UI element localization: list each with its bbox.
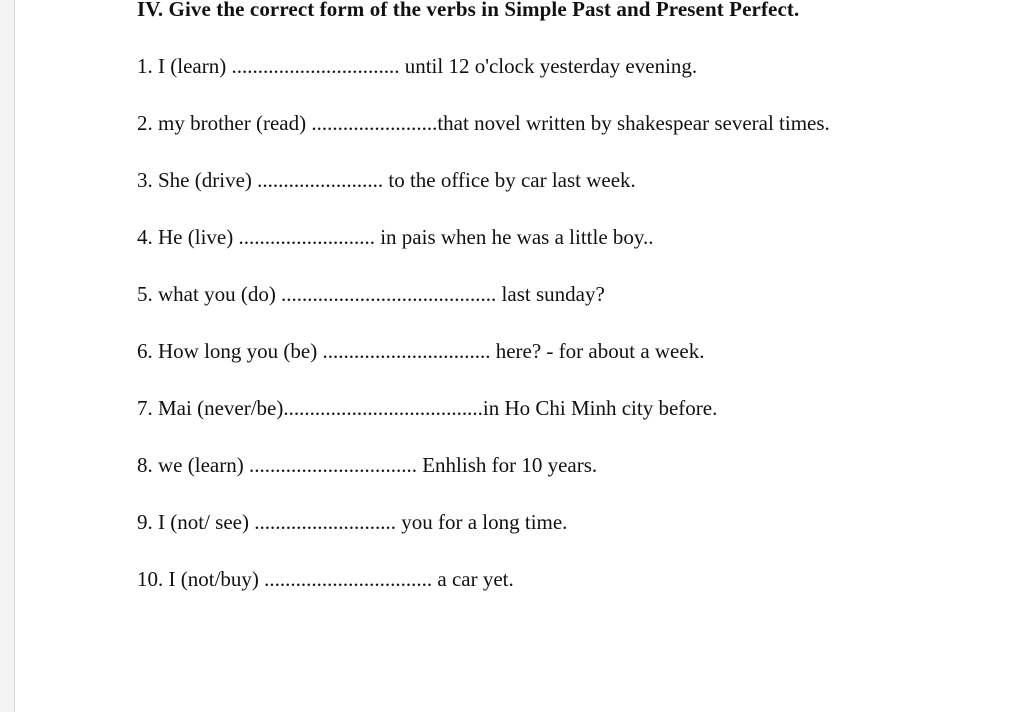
exercise-item-1: 1. I (learn) ................................ until 12 o'clock yesterday evening.: [137, 54, 698, 78]
exercise-heading: IV. Give the correct form of the verbs in Simple Past and Present Perfect.: [137, 0, 800, 21]
exercise-item-3: 3. She (drive) ........................ to the office by car last week.: [137, 168, 636, 192]
worksheet-page: [14, 0, 1024, 712]
exercise-item-8: 8. we (learn) ................................ Enhlish for 10 years.: [137, 453, 598, 477]
exercise-item-4: 4. He (live) .......................... in pais when he was a little boy..: [137, 225, 654, 249]
exercise-item-9: 9. I (not/ see) ........................... you for a long time.: [137, 510, 568, 534]
exercise-item-7: 7. Mai (never/be)......................................in Ho Chi Minh city before.: [137, 396, 718, 420]
exercise-item-6: 6. How long you (be) ................................ here? - for about a week.: [137, 339, 705, 363]
exercise-item-2: 2. my brother (read) ........................that novel written by shakespear several times.: [137, 111, 830, 135]
exercise-list: [137, 52, 830, 622]
exercise-item-5: 5. what you (do) ......................................... last sunday?: [137, 282, 605, 306]
exercise-item-10: 10. I (not/buy) ................................ a car yet.: [137, 567, 514, 591]
